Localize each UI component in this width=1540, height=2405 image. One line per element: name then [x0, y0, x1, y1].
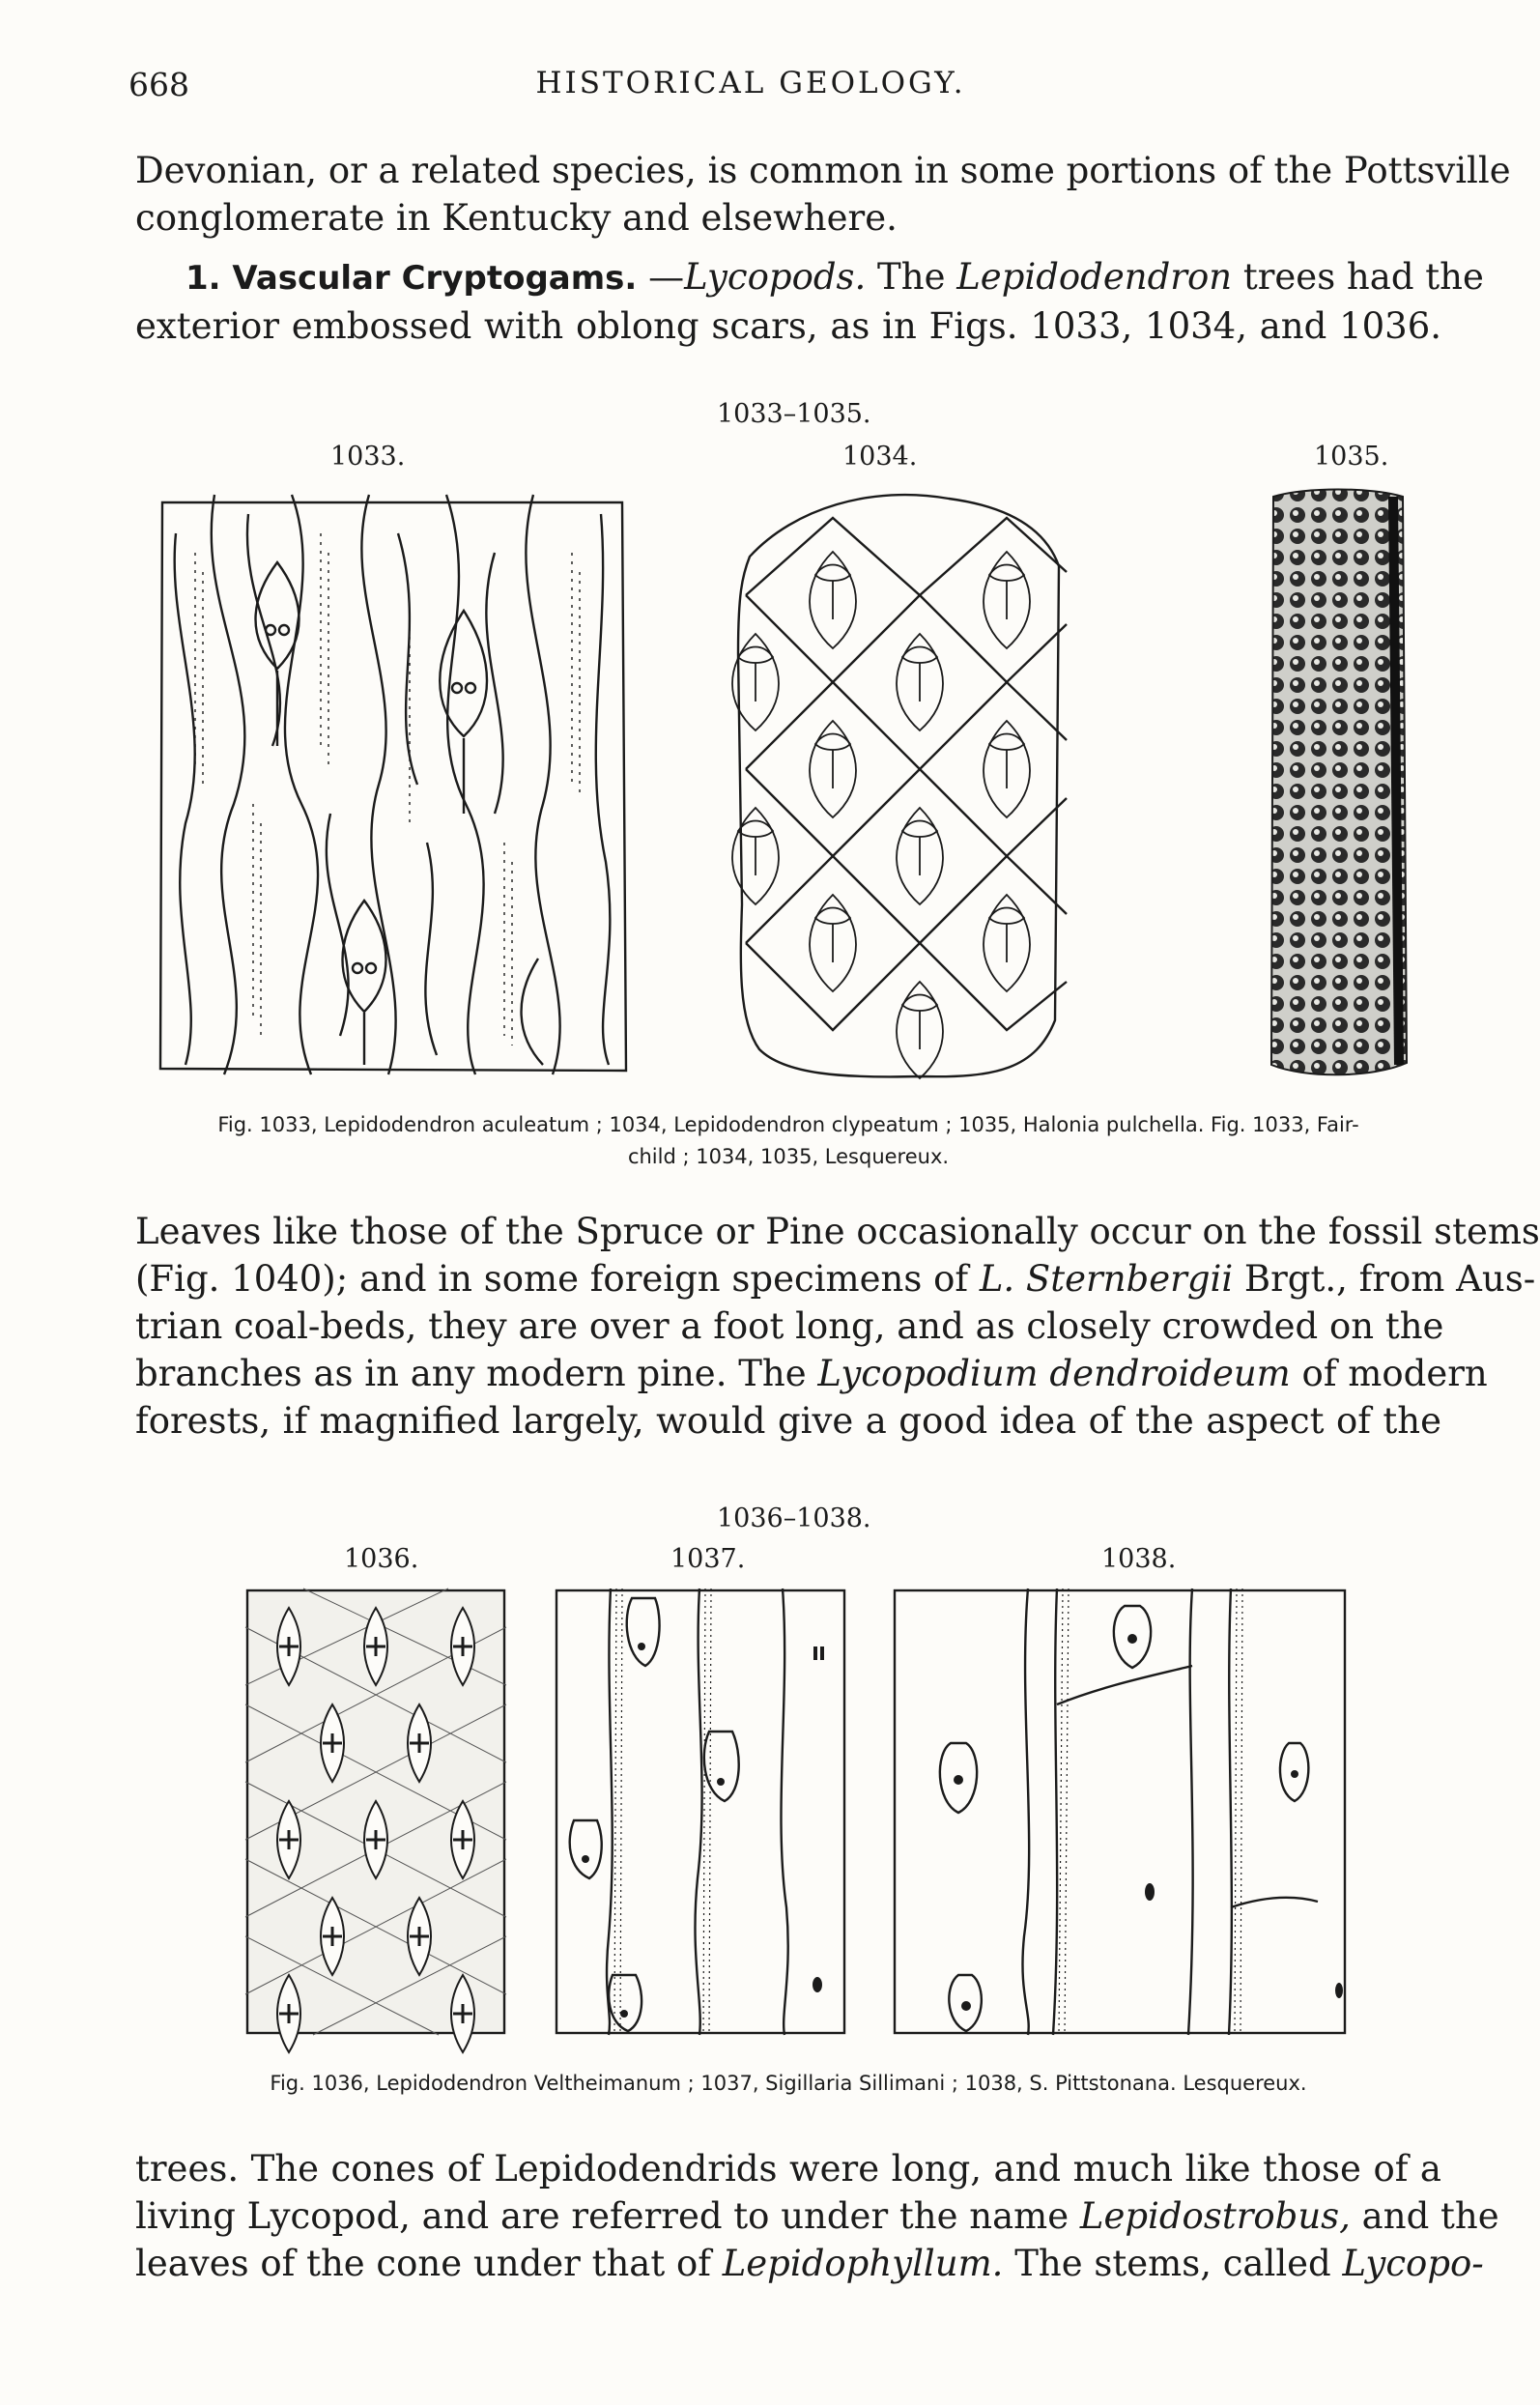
figure-1033-illustration — [157, 495, 628, 1074]
figure-label-1037: 1037. — [670, 1544, 746, 1574]
figure-1034-illustration — [727, 479, 1067, 1082]
text-line: conglomerate in Kentucky and elsewhere. — [135, 197, 898, 239]
running-head: HISTORICAL GEOLOGY. — [535, 66, 966, 100]
text-span: trees had the — [1232, 256, 1484, 298]
figure-label-1036: 1036. — [344, 1544, 419, 1574]
text-line: trian coal-beds, they are over a foot long, and as closely crowded on the — [135, 1305, 1444, 1347]
section-heading: 1. Vascular Cryptogams. — [185, 259, 638, 298]
text-span: of modern — [1290, 1353, 1488, 1394]
paragraph-1 — [135, 147, 1511, 242]
figure-label-1033: 1033. — [330, 442, 406, 472]
caption-line: child ; 1034, 1035, Lesquereux. — [627, 1145, 950, 1168]
caption-line: Fig. 1033, Lepidodendron aculeatum ; 1034, Lepidodendron clypeatum ; 1035, Halonia pulchella. Fig. 1033, Fair- — [217, 1113, 1359, 1136]
figure-1035-illustration — [1266, 483, 1411, 1082]
text-line: trees. The cones of Lepidodendrids were long, and much like those of a — [135, 2148, 1441, 2190]
italic-term: Lepidophyllum. — [722, 2243, 1004, 2284]
text-span: The stems, called — [1003, 2243, 1343, 2284]
page-header — [0, 66, 1501, 114]
figure-1038-illustration — [893, 1589, 1347, 2035]
text-line — [135, 2240, 1484, 2287]
paragraph-4 — [135, 2145, 1499, 2287]
italic-term: Lycopodium dendroideum — [817, 1353, 1291, 1394]
figure-label-1038: 1038. — [1101, 1544, 1177, 1574]
figure-group-label: 1033–1035. — [717, 399, 871, 429]
figure-label-1035: 1035. — [1314, 442, 1389, 472]
text-line: Devonian, or a related species, is common in some portions of the Pottsville — [135, 150, 1511, 191]
text-line: exterior embossed with oblong scars, as in Figs. 1033, 1034, and 1036. — [135, 305, 1441, 347]
italic-term: Lepidodendron — [956, 256, 1233, 298]
em-dash: — — [637, 256, 685, 298]
text-span: Brgt., from Aus- — [1233, 1258, 1536, 1300]
page-number: 668 — [128, 66, 189, 103]
text-span: The — [866, 256, 957, 298]
text-span: living Lycopod, and are referred to under the name — [135, 2195, 1080, 2237]
text-line: Leaves like those of the Spruce or Pine occasionally occur on the fossil stems — [135, 1211, 1540, 1252]
paragraph-3 — [135, 1208, 1540, 1445]
text-span: and the — [1350, 2195, 1499, 2237]
text-line: forests, if magnified largely, would give a good idea of the aspect of the — [135, 1400, 1441, 1442]
figure-label-1034: 1034. — [842, 442, 918, 472]
italic-term: Lepidostrobus, — [1079, 2195, 1351, 2237]
figure-1036-illustration — [245, 1589, 506, 2035]
text-span: branches as in any modern pine. The — [135, 1353, 818, 1394]
italic-term: Lycopods. — [684, 256, 867, 298]
paragraph-2 — [135, 253, 1484, 350]
figure-caption-2: Fig. 1036, Lepidodendron Veltheimanum ; 1037, Sigillaria Sillimani ; 1038, S. Pittstonana. Lesquereux. — [270, 2072, 1307, 2095]
italic-term: L. Sternbergii — [979, 1258, 1234, 1300]
text-line — [135, 2192, 1499, 2240]
text-line — [135, 253, 1484, 302]
figure-group-label: 1036–1038. — [717, 1503, 871, 1533]
italic-term: Lycopo- — [1342, 2243, 1484, 2284]
text-line — [135, 1350, 1488, 1397]
text-span: leaves of the cone under that of — [135, 2243, 723, 2284]
text-span: (Fig. 1040); and in some foreign specimens of — [135, 1258, 980, 1300]
text-line — [135, 1255, 1536, 1303]
figure-caption-1 — [135, 1109, 1441, 1173]
figure-1037-illustration — [555, 1589, 846, 2035]
